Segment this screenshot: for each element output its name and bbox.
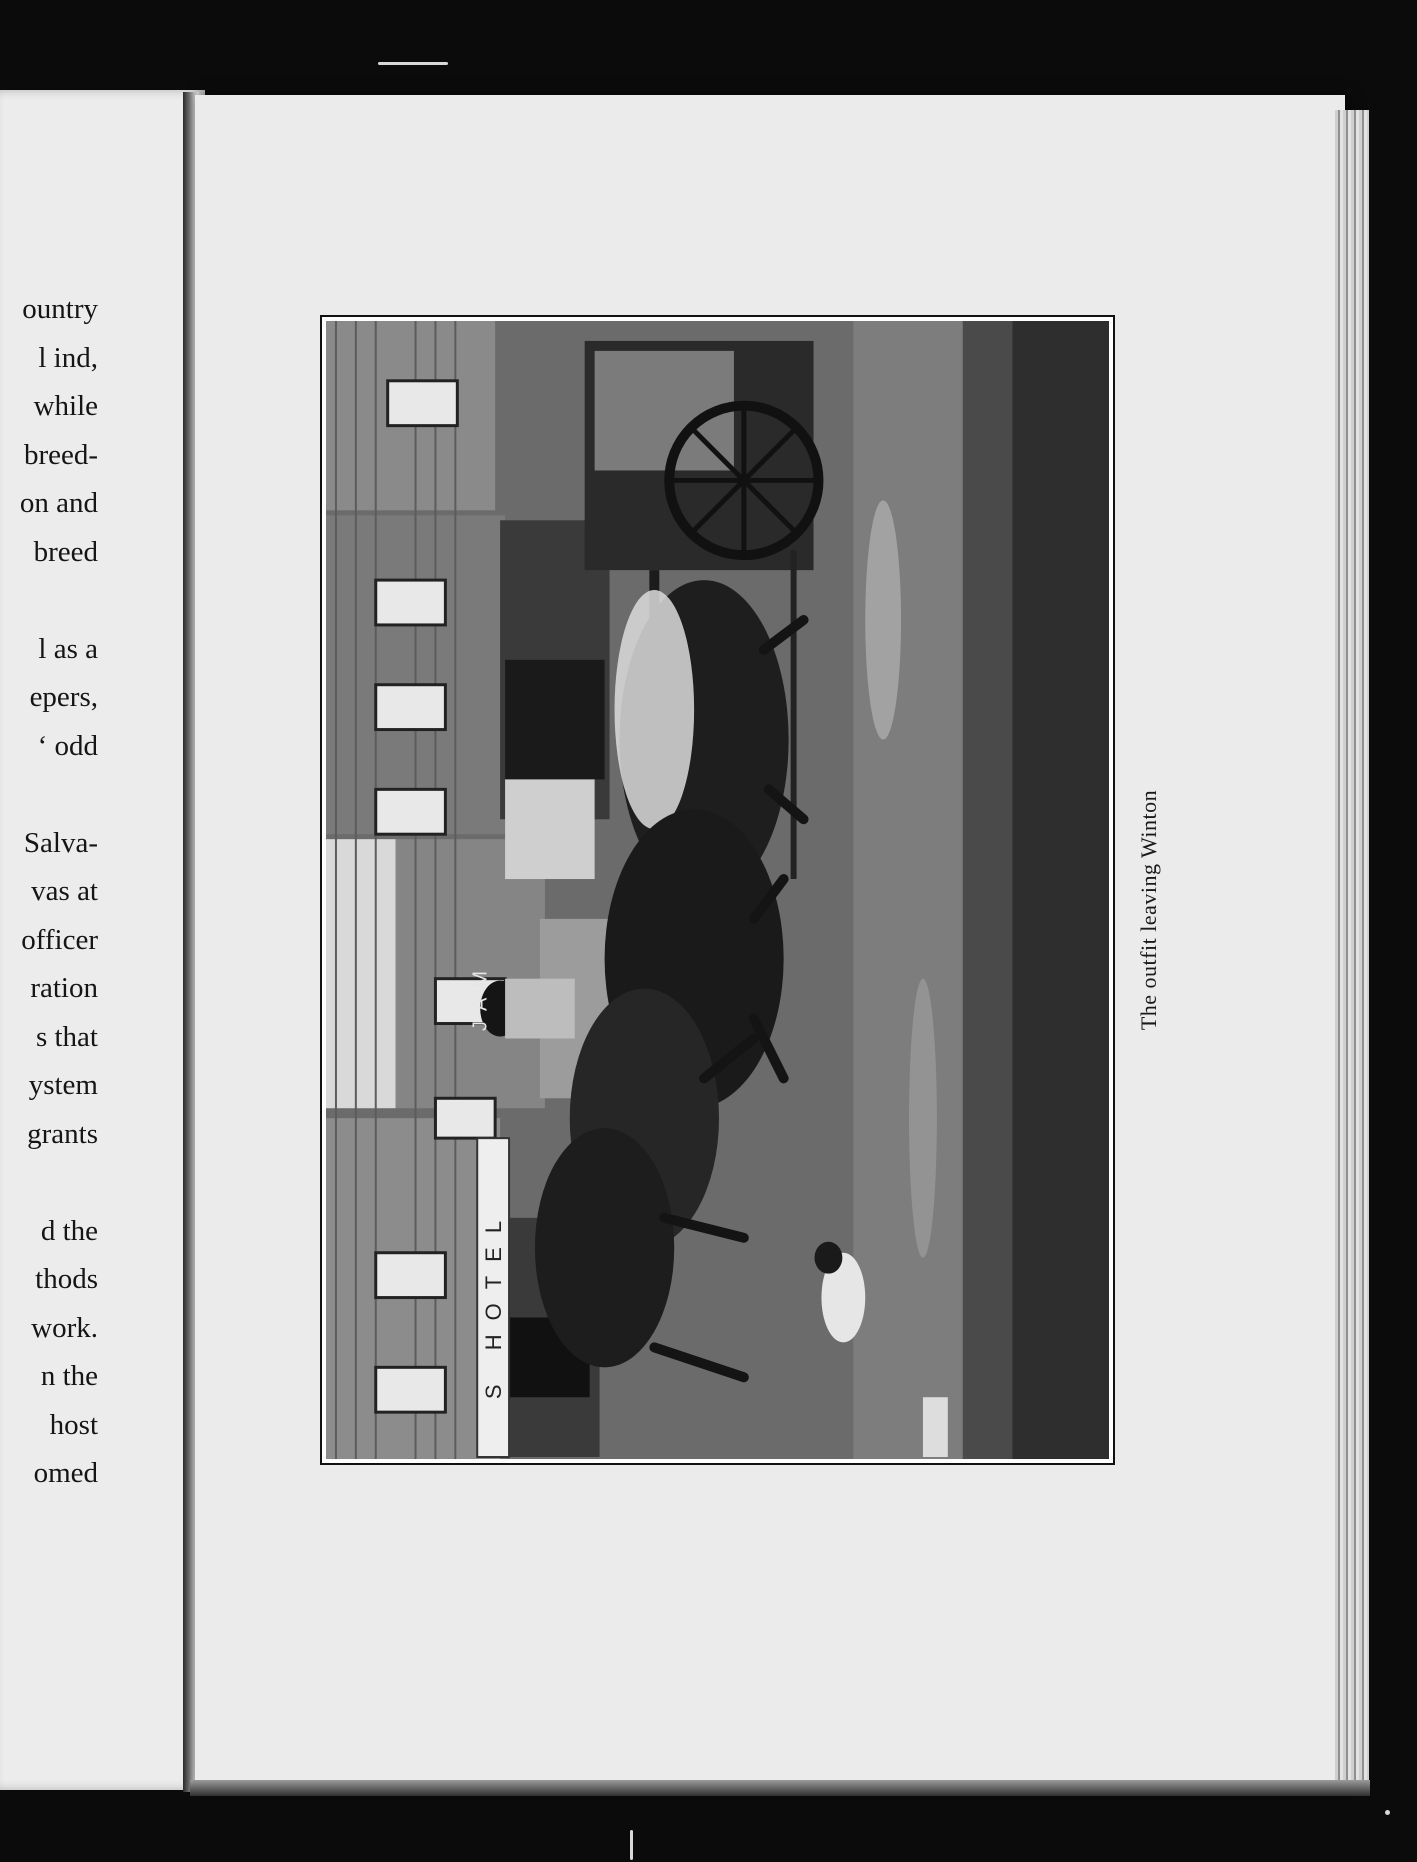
left-text-line [0, 576, 98, 625]
left-text-line: officer [21, 923, 98, 956]
hotel-sign [478, 1147, 510, 1459]
left-text-line: thods [35, 1263, 98, 1295]
left-text-line: l as a [38, 632, 98, 665]
left-text-line: host [49, 1408, 98, 1441]
left-text-line: breed [33, 535, 98, 568]
store-sign [466, 921, 496, 1071]
left-text-line: while [33, 390, 98, 422]
left-text-line: ountry [22, 293, 98, 325]
store-sign-text: JAM [469, 961, 492, 1031]
left-page-text [0, 285, 98, 1498]
scan-speck [1385, 1810, 1390, 1815]
scan-speck [630, 1830, 633, 1860]
plate-photograph [326, 321, 1109, 1459]
left-text-line: l ind, [38, 341, 98, 374]
left-text-line [0, 770, 98, 819]
plate-caption-text: The outfit leaving Winton [1136, 789, 1161, 1031]
left-text-line: ration [30, 972, 98, 1004]
left-text-line: omed [33, 1457, 98, 1489]
left-text-line: epers, [29, 681, 98, 713]
plate-frame [320, 315, 1115, 1465]
left-text-line: Salva- [23, 826, 98, 859]
left-text-line: breed- [23, 438, 98, 471]
left-text-line: s that [35, 1020, 98, 1053]
scan-speck [378, 62, 448, 65]
left-text-line: ‘ odd [37, 729, 98, 762]
left-text-line: d the [40, 1214, 98, 1247]
plate-illustration [326, 321, 1109, 1459]
hotel-sign-text: S HOTEL [481, 1206, 506, 1400]
left-text-line [0, 1158, 98, 1207]
left-text-line: grants [27, 1117, 98, 1150]
page-bottom-shadow [190, 1780, 1370, 1796]
left-text-line: on and [19, 487, 98, 519]
left-text-line: work. [31, 1311, 98, 1344]
left-text-line: n the [40, 1360, 98, 1392]
page-edges [1335, 110, 1369, 1790]
left-text-line: ystem [28, 1069, 98, 1101]
left-text-line: vas at [31, 875, 98, 907]
